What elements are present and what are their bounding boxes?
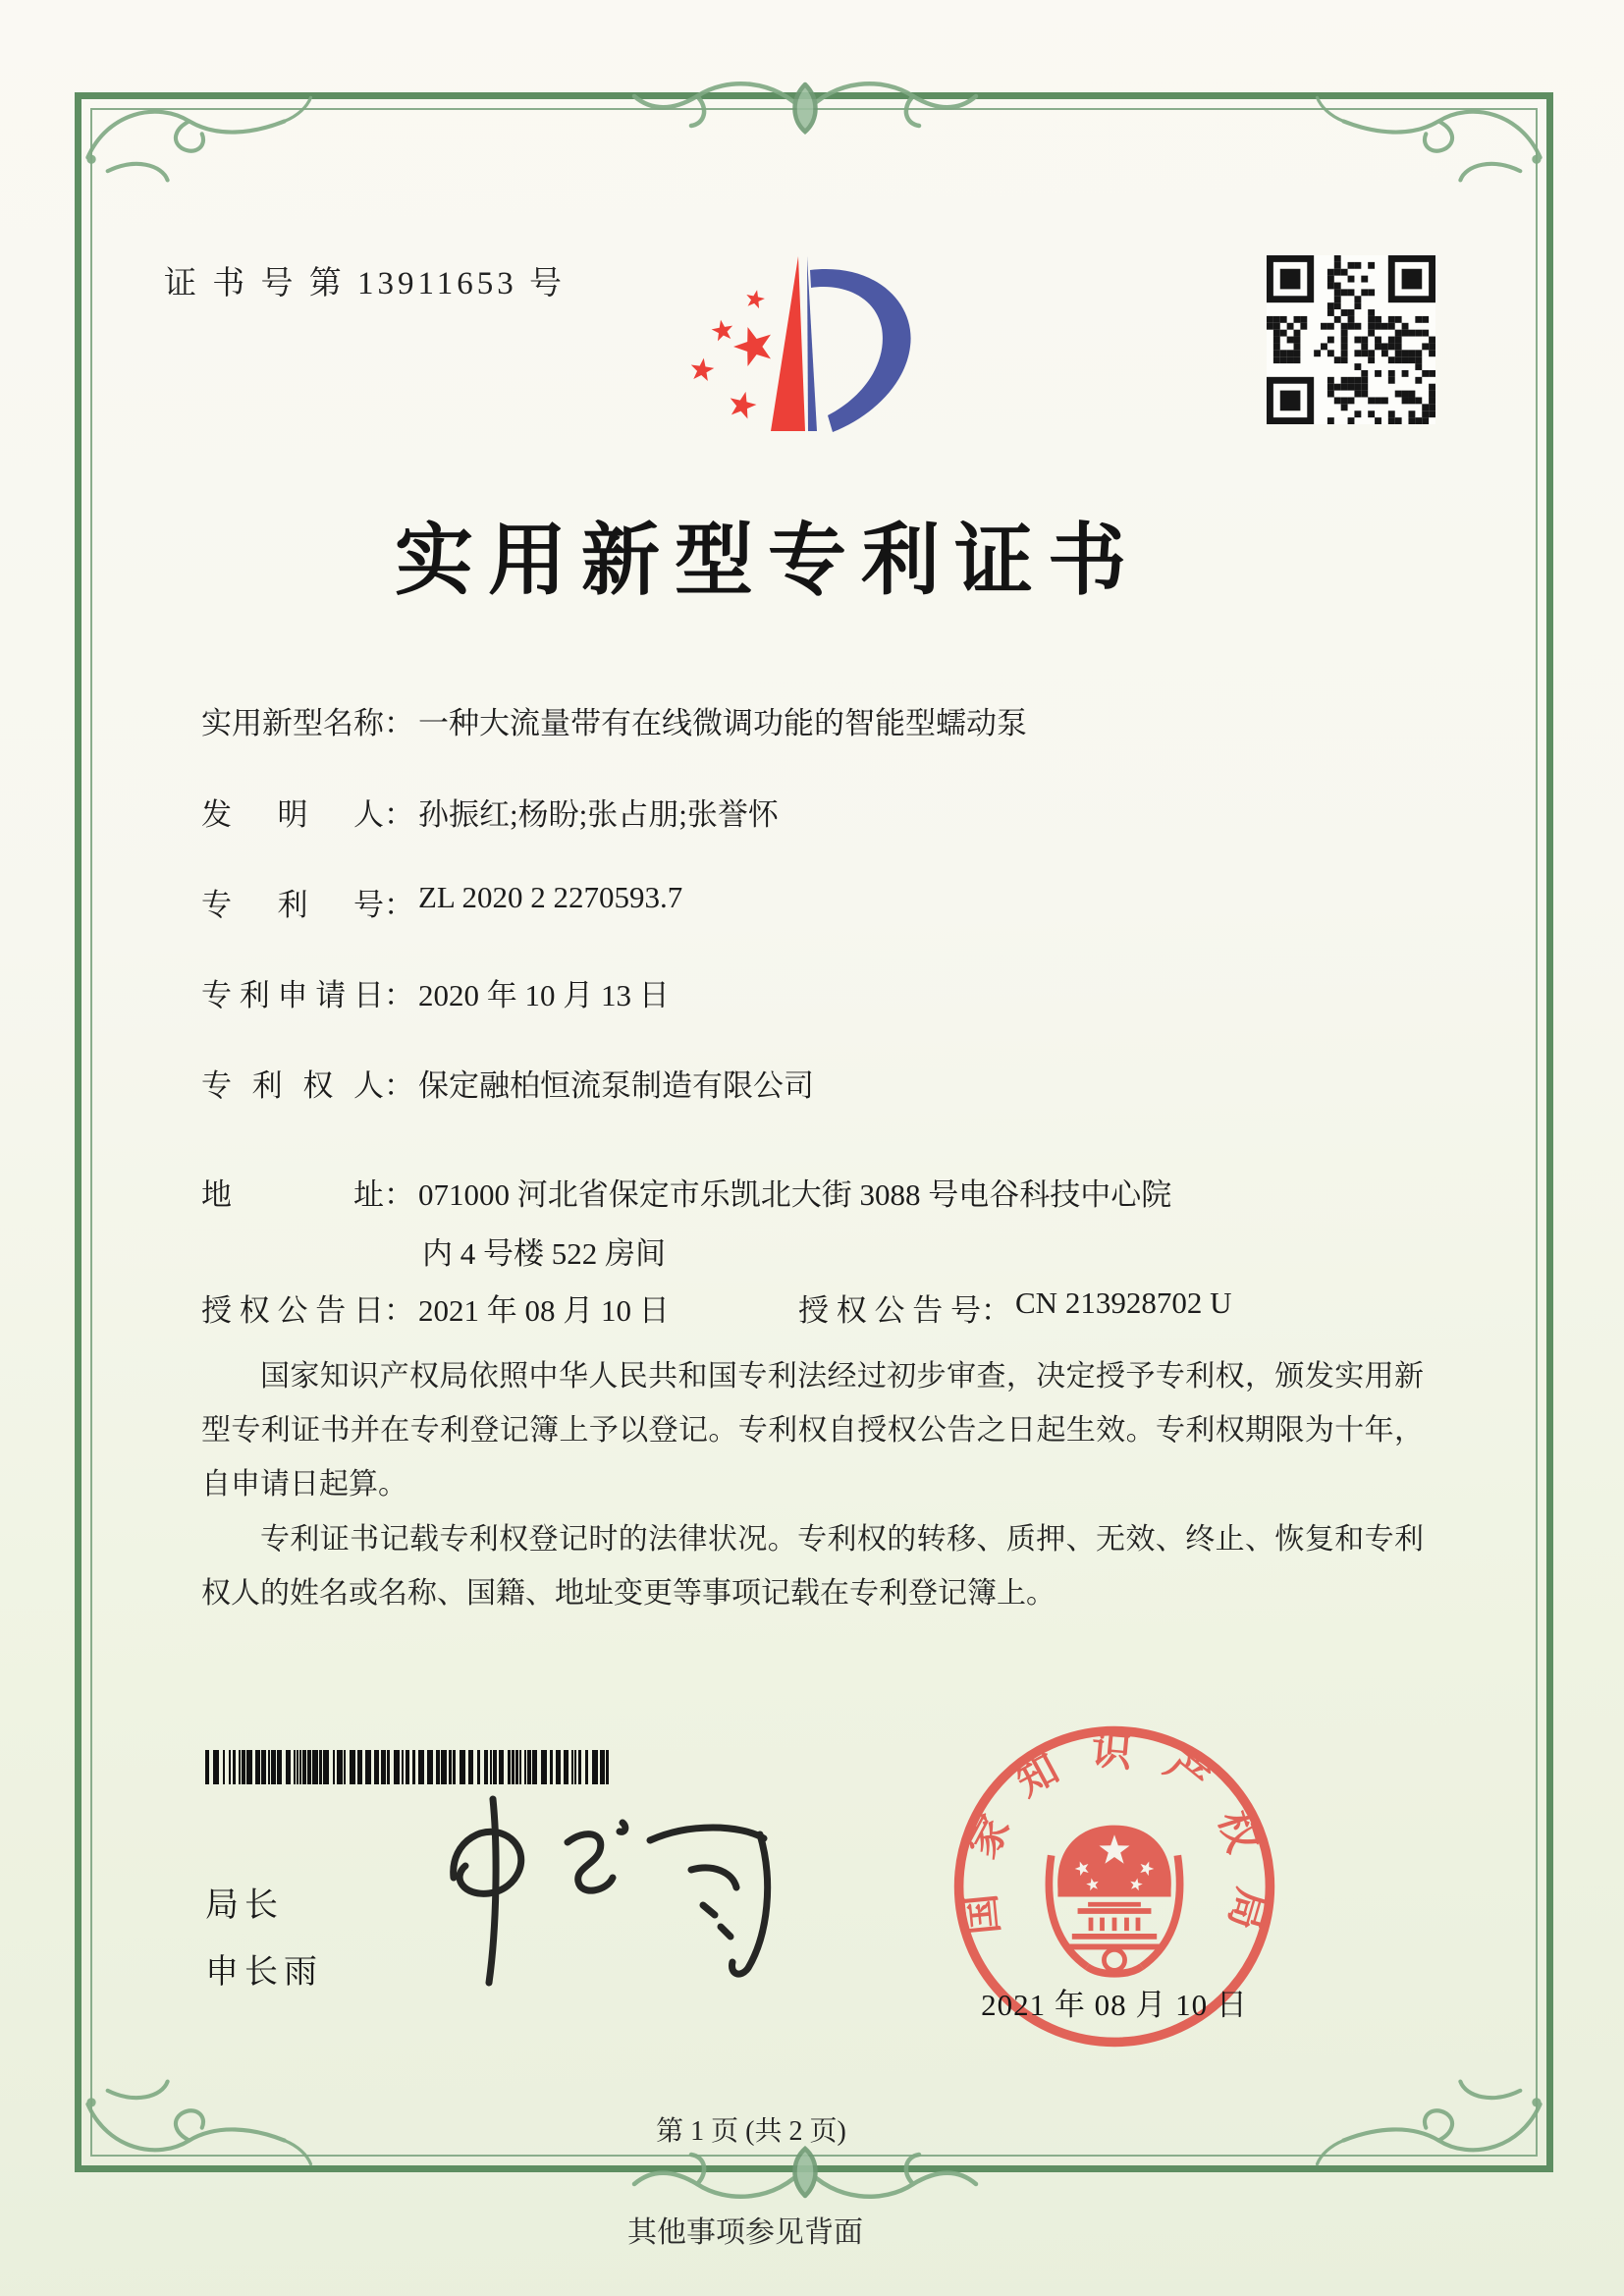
field-row-address	[201, 1170, 1171, 1214]
field-colon: ：	[384, 706, 414, 740]
signer-title: 局长	[205, 1886, 284, 1924]
field-colon: ：	[384, 1293, 414, 1328]
field-label: 专利权人	[201, 1068, 384, 1103]
field-value: CN 213928702 U	[1015, 1285, 1232, 1320]
field-value: 2020 年 10 月 13 日	[418, 978, 670, 1012]
national-emblem-icon	[1049, 1826, 1179, 1974]
field-row-address-line2	[418, 1229, 666, 1273]
field-value: 一种大流量带有在线微调功能的智能型蠕动泵	[418, 706, 1027, 740]
legal-paragraph-2: 专利证书记载专利权登记时的法律状况。专利权的转移、质押、无效、终止、恢复和专利权人的姓名或名称、国籍、地址变更等事项记载在专利登记簿上。	[201, 1522, 1424, 1610]
field-row-invention-name	[201, 698, 1027, 742]
field-label: 授权公告日	[201, 1293, 384, 1328]
seal-date: 2021 年 08 月 10 日	[981, 1988, 1248, 2022]
legal-body-text	[201, 1349, 1424, 1620]
field-label: 专利申请日	[201, 978, 384, 1012]
field-colon: ：	[981, 1293, 1011, 1328]
signer-name: 申长雨	[205, 1953, 323, 1991]
page-number: 第 1 页 (共 2 页)	[656, 2116, 846, 2147]
field-value: ZL 2020 2 2270593.7	[418, 880, 683, 914]
field-label: 发明人	[201, 797, 384, 832]
field-row-grant-number	[798, 1285, 1231, 1330]
seal-ring-text: 国家知识产权局	[954, 1726, 1275, 1964]
director-signature	[403, 1779, 795, 1991]
field-colon: ：	[384, 888, 414, 922]
field-value: 保定融柏恒流泵制造有限公司	[418, 1068, 814, 1103]
field-colon: ：	[384, 978, 414, 1012]
field-colon: ：	[384, 1068, 414, 1103]
field-row-inventors	[201, 790, 779, 834]
field-row-grant-date	[201, 1285, 670, 1330]
qr-code	[1267, 255, 1435, 424]
field-row-patentee	[201, 1061, 814, 1105]
field-row-patent-number	[201, 880, 682, 924]
field-label: 授权公告号	[798, 1293, 981, 1328]
legal-paragraph-1: 国家知识产权局依照中华人民共和国专利法经过初步审查，决定授予专利权，颁发实用新型专利证书并在专利登记簿上予以登记。专利权自授权公告之日起生效。专利权期限为十年，自申请日起算。	[201, 1360, 1424, 1502]
certificate-title: 实用新型专利证书	[395, 519, 1141, 605]
field-value: 071000 河北省保定市乐凯北大街 3088 号电谷科技中心院	[418, 1177, 1172, 1212]
field-row-filing-date	[201, 970, 670, 1014]
back-side-note: 其他事项参见背面	[627, 2216, 863, 2249]
field-label: 专利号	[201, 888, 384, 922]
field-value: 内 4 号楼 522 房间	[422, 1236, 666, 1271]
field-value: 2021 年 08 月 10 日	[418, 1293, 670, 1328]
field-colon: ：	[384, 1177, 414, 1212]
field-value: 孙振红;杨盼;张占朋;张誉怀	[418, 797, 779, 832]
certificate-number: 证 书 号 第 13911653 号	[164, 266, 567, 301]
field-label: 地址	[201, 1177, 384, 1212]
field-label: 实用新型名称	[201, 706, 384, 740]
cnipa-logo-icon	[677, 248, 918, 440]
field-colon: ：	[384, 797, 414, 832]
